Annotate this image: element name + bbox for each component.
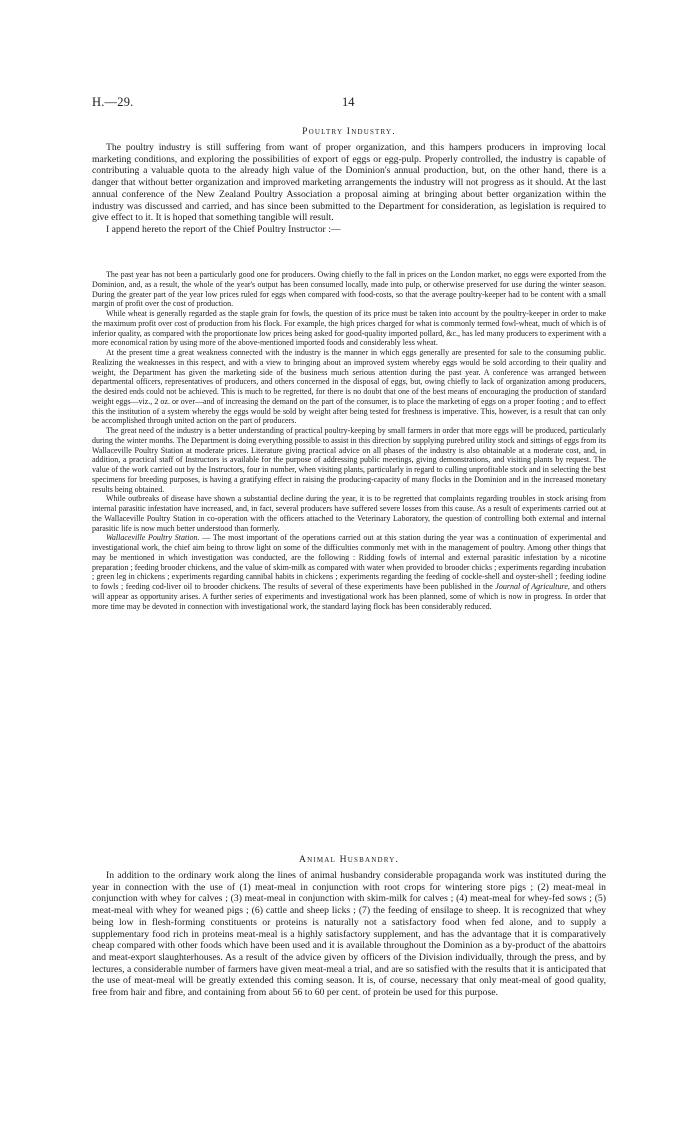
animal-husbandry-title: Animal Husbandry. (298, 854, 400, 865)
report-intro-line: I append hereto the report of the Chief Poultry Instructor :— (106, 223, 341, 235)
document-reference: H.—29. (92, 95, 134, 109)
journal-title: Journal of Agriculture (495, 582, 568, 591)
report-paragraph-1: The past year has not been a particularly good one for producers. Owing chiefly to the fall in prices on the London market, no eggs were exported from the Dominion, and, as a result, the whole of the year's output has been consumed locally, made into pulp, or otherwise preserved for use during the winter season. During the greater part of the year low prices ruled for eggs when compared with food-costs, so that the average poultry-keeper had to be content with a small margin of profit over the cost of production. (92, 270, 606, 309)
poultry-section-title: Poultry Industry. (302, 126, 396, 137)
animal-husbandry-paragraph: In addition to the ordinary work along the lines of animal husbandry considerable propaganda work was instituted during the year in connection with the use of (1) meat-meal in conjunction with root crops for wintering store pigs ; (2) meat-meal in conjunction with whey for calves ; (3) meat-meal in conjunction with skim-milk for calves ; (4) meat-meal for whey-fed sows ; (5) meat-meal with whey for weaned pigs ; (6) cattle and sheep licks ; (7) the feeding of ensilage to sheep. It is recognized that whey being low in flesh-forming constituents or proteins is naturally not a satisfactory food when fed alone, and to supply a supplementary food rich in proteins meat-meal is a highly satisfactory supplement, and has the advantage that it is comparatively cheap compared with other foods which have been used and it is available throughout the Dominion as a by-product of the abattoirs and meat-export slaughterhouses. As a result of the advice given by officers of the Division individually, through the press, and by lectures, a considerable number of farmers have given meat-meal a trial, and are so satisfied with the results that it is anticipated that the use of meat-meal will be greatly extended this coming season. It is, of course, necessary that only meat-meal of good quality, free from hair and fibre, and containing from about 56 to 60 per cent. of protein be used for this purpose. (92, 870, 606, 999)
animal-husbandry-section (92, 870, 606, 999)
page-number: 14 (342, 95, 355, 109)
poultry-intro-paragraph: The poultry industry is still suffering from want of proper organization, and this hampers producers in improving local marketing conditions, and exploring the possibilities of export of eggs or egg-pulp. Properly controlled, the industry is capable of contributing a valuable quota to the already high value of the Dominion's annual production, but, on the other hand, there is a danger that without better organization and improved marketing arrangements the industry will not progress as it should. At the last annual conference of the New Zealand Poultry Association a proposal aiming at bringing about better organization within the industry was discussed and carried, and has since been submitted to the Department for consideration, as legislation is required to give effect to it. It is hoped that something tangible will result. (92, 142, 606, 224)
poultry-intro (92, 142, 606, 236)
report-paragraph-6-part-a: — The most important of the operations carried out at this station during the year was a continuation of experimental and investigational work, the chief aim being to throw light on some of the difficulties commonly met with in the management of poultry. Among other things that may be mentioned in which investigation was conducted, are the following : Ridding fowls of internal and external parasitic infestation by a nicotine preparation ; feeding brooder chickens, and the value of skim-milk as compared with water when provided to brooder chicks ; experiments regarding incubation ; green leg in chickens ; experiments regarding cannibal habits in chickens ; experiments regarding the feeding of cockle-shell and oyster-shell ; feeding iodine to fowls ; feeding cod-liver oil to brooder chickens. The results of several of these experiments have been published in the (92, 533, 606, 591)
report-paragraph-6 (92, 533, 606, 611)
report-paragraph-3: At the present time a great weakness connected with the industry is the manner in which eggs generally are presented for sale to the consuming public. Realizing the weaknesses in this respect, and with a view to bringing about an improved system whereby eggs would be sold according to their quality and weight, the Department has given the marketing side of the business much serious attention during the past year. A conference was arranged between departmental officers, representatives of producers, and others concerned in the disposal of eggs, but, owing chiefly to lack of organization among producers, the desired ends could not be achieved. This is much to be regretted, for there is no doubt that one of the best means of encouraging the production of standard weight eggs—viz., 2 oz. or over—and of increasing the demand on the part of the consumer, is to place the marketing of eggs on a proper footing ; and to effect this the institution of a system whereby the eggs would be sold by weight after being tested for freshness is imperative. This, however, is a result that can only be accomplished through united action on the part of producers. (92, 348, 606, 426)
page-header (92, 95, 606, 113)
wallaceville-station-heading: Wallaceville Poultry Station. (106, 533, 200, 543)
report-paragraph-2: While wheat is generally regarded as the staple grain for fowls, the question of its price must be taken into account by the poultry-keeper in order to make the maximum profit over cost of production from his flock. For example, the high prices charged for what is commonly termed fowl-wheat, much of which is of inferior quality, as compared with the proportionate low prices being asked for good-quality imported pollard, &c., has led many producers to experiment with a more economical ration by using more of the above-mentioned imported foods and considerably less wheat. (92, 309, 606, 348)
report-paragraph-4: The great need of the industry is a better understanding of practical poultry-keeping by small farmers in order that more eggs will be produced, particularly during the winter months. The Department is doing everything possible to assist in this direction by supplying purebred utility stock and sittings of eggs from its Wallaceville Poultry Station at moderate prices. Literature giving practical advice on all phases of the industry is also obtainable at a moderate cost, and, in addition, a practical staff of Instructors is available for the purpose of addressing public meetings, giving demonstrations, and visiting plants by request. The value of the work carried out by the Instructors, four in number, when visiting plants, particularly in regard to culling unprofitable stock and in selecting the best specimens for breeding purposes, is having a gratifying effect in raising the producing-capacity of many flocks in the Dominion and in the increased monetary results being obtained. (92, 426, 606, 494)
chief-poultry-instructor-report (92, 270, 606, 611)
report-paragraph-6-part-b: , and others will appear as opportunity arises. A further series of experiments and investigational work has been planned, some of which is now in progress. In order that more time may be devoted in connection with investigational work, the standard laying flock has been considerably reduced. (92, 582, 606, 611)
report-paragraph-5: While outbreaks of disease have shown a substantial decline during the year, it is to be regretted that complaints regarding troubles in stock arising from internal parasitic infestation have increased, and, in fact, several producers have suffered severe losses from this cause. As a result of experiments carried out at the Wallaceville Poultry Station in co-operation with the officers attached to the Veterinary Laboratory, the question of controlling both external and internal parasitic life is now much better understood than formerly. (92, 494, 606, 533)
